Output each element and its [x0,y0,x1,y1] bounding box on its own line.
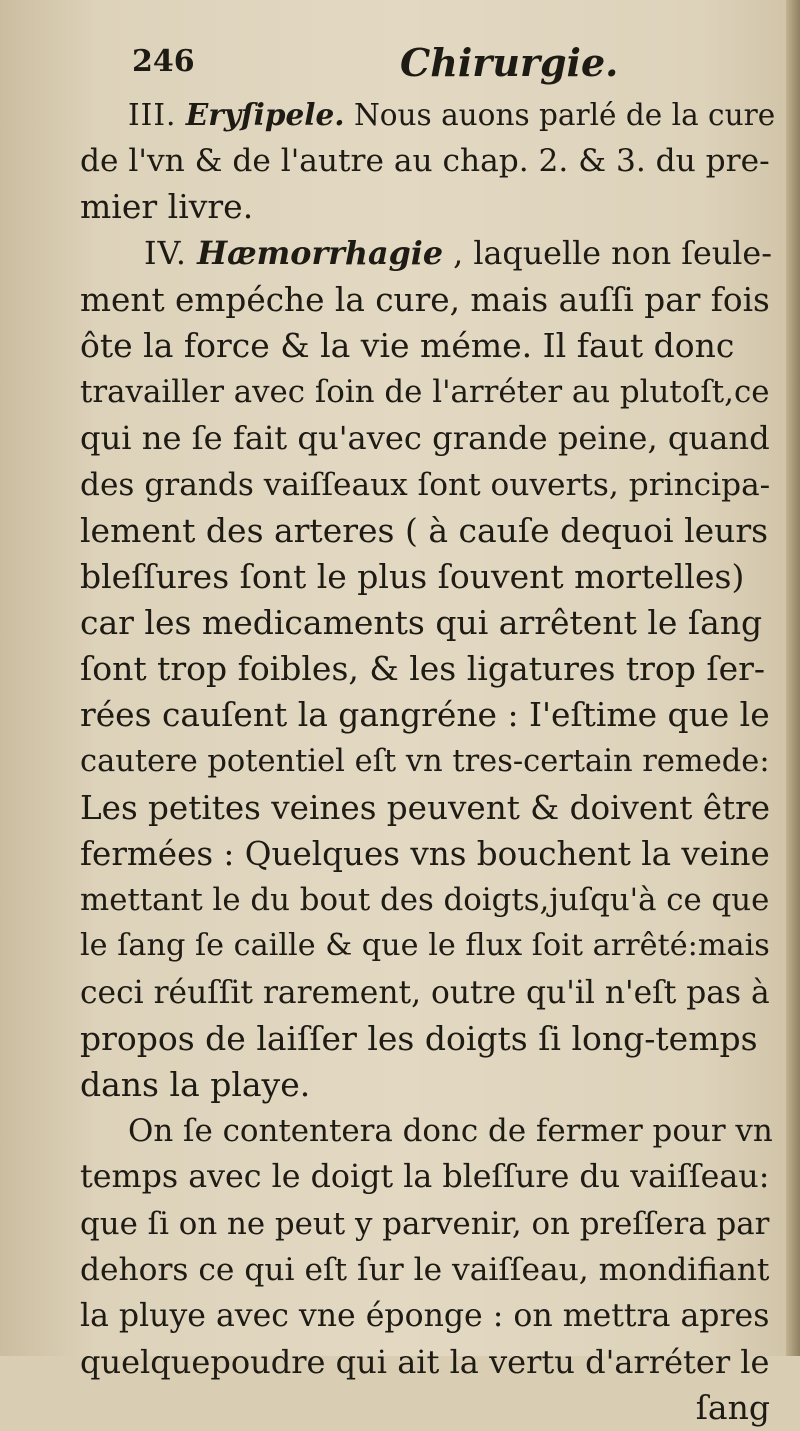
page-header [0,40,800,100]
text-line: ſont trop foibles, & les ligatures trop ſer- [80,649,766,689]
text-line: rées cauſent la gangréne : I'eſtime que le [80,695,770,735]
text-line: cautere potentiel eſt vn tres-certain remede: [80,743,770,779]
text-line: fermées : Quelques vns bouchent la veine [80,835,770,873]
text-line: travailler avec ſoin de l'arréter au plutoſt,ce [80,374,770,411]
text-line: temps avec le doigt la bleſſure du vaiſſeau: [80,1159,770,1196]
running-title: Chirurgie. [400,40,619,85]
text-line: le ſang ſe caille & que le flux ſoit arrêté:mais [80,928,770,964]
text-line: que ſi on ne peut y parvenir, on preſſera par [80,1205,770,1242]
section-heading: Eryſipele. [185,97,345,132]
text-line: IV. Hæmorrhagie , laquelle non ſeule- [144,234,772,272]
text-line: On ſe contentera donc de fermer pour vn [128,1113,773,1150]
text-line: bleſſures ſont le plus ſouvent mortelles) [80,556,745,596]
section-heading: Hæmorrhagie [197,234,444,272]
text-line: mier livre. [80,187,254,227]
text-line: qui ne ſe fait qu'avec grande peine, quand [80,419,770,458]
text-line: la pluye avec vne éponge : on mettra apres [80,1297,770,1334]
text-line: de l'vn & de l'autre au chap. 2. & 3. du pre- [80,143,770,180]
text-line: ôte la force & la vie méme. Il faut donc [80,325,735,365]
text-line: propos de laiſſer les doigts ſi long-temps [80,1018,758,1058]
text-line: ment empéche la cure, mais auſſi par fois [80,280,770,319]
section-numeral: III. [128,98,177,132]
section-numeral: IV. [144,235,188,272]
page-gutter [786,0,800,1356]
text-line: quelquepoudre qui ait la vertu d'arréter le [80,1343,770,1382]
body-text [80,92,776,1431]
text-line: mettant le du bout des doigts,juſqu'à ce que [80,882,770,919]
text-line: lement des arteres ( à cauſe dequoi leurs [80,510,769,550]
text-line: des grands vaiſſeaux ſont ouverts, principa- [80,466,771,503]
text-line: dans la playe. [80,1064,311,1104]
page-number: 246 [132,44,195,79]
text-line: III. Eryſipele. Nous auons parlé de la cure [128,97,776,132]
text-line: car les medicaments qui arrêtent le ſang [80,603,763,643]
text-line: ceci réuſſit rarement, outre qu'il n'eſt pas à [80,974,770,1011]
catchword: ſang [695,1388,770,1428]
text-line: Les petites veines peuvent & doivent être [80,788,770,827]
text-line: dehors ce qui eſt ſur le vaiſſeau, mondifiant [80,1251,770,1288]
